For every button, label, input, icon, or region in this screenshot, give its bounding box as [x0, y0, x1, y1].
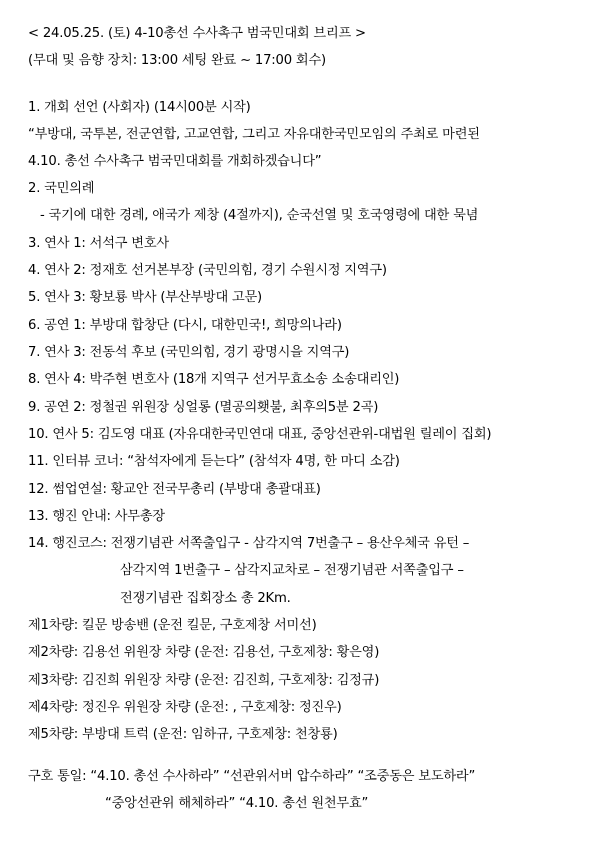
vehicle-3: 제3차량: 김진희 위원장 차량 (운전: 김진희, 구호제창: 김정규): [28, 673, 380, 688]
program-item-2-detail: - 국기에 대한 경례, 애국가 제창 (4절까지), 순국선열 및 호국영령에 대한 묵념: [40, 208, 479, 223]
slogans-line-2: “중앙선관위 해체하라” “4.10. 총선 원천무효”: [105, 796, 369, 811]
program-item-3: 3. 연사 1: 서석구 변호사: [28, 236, 169, 251]
program-item-14-route-line-2: 삼각지역 1번출구 – 삼각지교차로 – 전쟁기념관 서쪽출입구 –: [120, 563, 464, 578]
program-item-13: 13. 행진 안내: 사무총장: [28, 509, 165, 524]
program-item-12: 12. 썸업연설: 황교안 전국무총리 (부방대 총괄대표): [28, 482, 321, 497]
vehicle-2: 제2차량: 김용선 위원장 차량 (운전: 김용선, 구호제창: 황은영): [28, 645, 380, 660]
program-item-7: 7. 연사 3: 전동석 후보 (국민의힘, 경기 광명시을 지역구): [28, 345, 350, 360]
program-item-2: 2. 국민의례: [28, 181, 95, 196]
program-item-14-route-line-1: 14. 행진코스: 전쟁기념관 서쪽출입구 - 삼각지역 7번출구 – 용산우체국 유턴 –: [28, 536, 470, 551]
program-item-14-route-line-3: 전쟁기념관 집회장소 총 2Km.: [120, 591, 291, 606]
program-item-6: 6. 공연 1: 부방대 합창단 (다시, 대한민국!, 희망의나라): [28, 318, 342, 333]
program-item-4: 4. 연사 2: 정재호 선거본부장 (국민의힘, 경기 수원시정 지역구): [28, 263, 387, 278]
program-item-9: 9. 공연 2: 정철권 위원장 싱얼롱 (멸공의횃불, 최후의5분 2곡): [28, 400, 379, 415]
vehicle-4: 제4차량: 정진우 위원장 차량 (운전: , 구호제창: 정진우): [28, 700, 342, 715]
opening-quote-line-2: 4.10. 총선 수사촉구 범국민대회를 개회하겠습니다”: [28, 154, 322, 169]
vehicle-5: 제5차량: 부방대 트럭 (운전: 임하규, 구호제창: 천창룡): [28, 727, 338, 742]
vehicle-1: 제1차량: 킬문 방송밴 (운전 킬문, 구호제창 서미선): [28, 618, 317, 633]
slogans-line-1: 구호 통일: “4.10. 총선 수사하라” “선관위서버 압수하라” “조중동은 보도하라”: [28, 769, 476, 784]
setup-note: (무대 및 음향 장치: 13:00 세팅 완료 ~ 17:00 회수): [28, 53, 326, 68]
program-item-11: 11. 인터뷰 코너: “참석자에게 듣는다” (참석자 4명, 한 마디 소감): [28, 454, 400, 469]
program-item-10: 10. 연사 5: 김도영 대표 (자유대한국민연대 대표, 중앙선관위-대법원 릴레이 집회): [28, 427, 492, 442]
program-item-8: 8. 연사 4: 박주현 변호사 (18개 지역구 선거무효소송 소송대리인): [28, 372, 400, 387]
program-item-5: 5. 연사 3: 황보룡 박사 (부산부방대 고문): [28, 290, 263, 305]
program-item-1: 1. 개회 선언 (사회자) (14시00분 시작): [28, 100, 251, 115]
document-title: < 24.05.25. (토) 4-10총선 수사촉구 범국민대회 브리프 >: [28, 26, 366, 41]
opening-quote-line-1: “부방대, 국투본, 전군연합, 고교연합, 그리고 자유대한국민모임의 주최로 마련된: [28, 127, 480, 142]
